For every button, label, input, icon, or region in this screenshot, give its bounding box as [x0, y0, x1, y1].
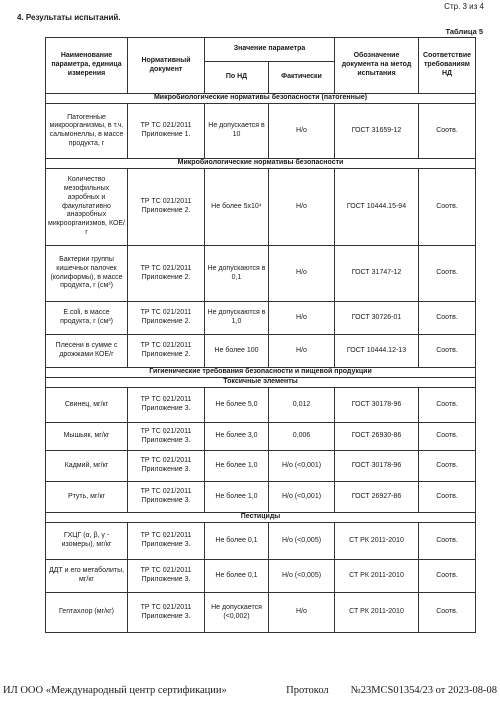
table-row [46, 523, 476, 560]
parameter-name-cell: Кадмий, мг/кг [46, 451, 128, 482]
test-method-cell: ГОСТ 30178-96 [335, 451, 419, 482]
nd-value-cell: Не более 0,1 [205, 523, 269, 560]
compliance-cell: Соотв. [419, 523, 476, 560]
compliance-cell: Соотв. [419, 302, 476, 335]
parameter-name-cell: ДДТ и его метаболиты, мг/кг [46, 560, 128, 593]
actual-value-cell: Н/о [269, 246, 335, 302]
nd-value-cell: Не более 5x10⁴ [205, 169, 269, 246]
nd-value-cell: Не более 3,0 [205, 423, 269, 451]
table-section-row [46, 368, 476, 378]
compliance-cell: Соотв. [419, 423, 476, 451]
test-method-cell: ГОСТ 10444.12-13 [335, 335, 419, 368]
parameter-name-cell: Бактерии группы кишечных палочек (колиформы), в массе продукта, г (см³) [46, 246, 128, 302]
column-header-method: Обозначение документа на метод испытания [335, 38, 419, 94]
test-method-cell: ГОСТ 31747-12 [335, 246, 419, 302]
parameter-name-cell: Ртуть, мг/кг [46, 482, 128, 513]
normative-doc-cell: ТР ТС 021/2011 Приложение 2. [128, 246, 205, 302]
table-row [46, 302, 476, 335]
table-section-row [46, 159, 476, 169]
table-row [46, 451, 476, 482]
nd-value-cell: Не допускается в 10 [205, 104, 269, 159]
table-row [46, 104, 476, 159]
table-row [46, 423, 476, 451]
table-row [46, 169, 476, 246]
normative-doc-cell: ТР ТС 021/2011 Приложение 3. [128, 523, 205, 560]
footer [3, 685, 497, 696]
parameter-name-cell: Гептахлор (мг/кг) [46, 593, 128, 633]
normative-doc-cell: ТР ТС 021/2011 Приложение 3. [128, 423, 205, 451]
section-heading: Пестициды [46, 513, 476, 523]
parameter-name-cell: Патогенные микроорганизмы, в т.ч. сальмонеллы, в массе продукта, г [46, 104, 128, 159]
normative-doc-cell: ТР ТС 021/2011 Приложение 3. [128, 482, 205, 513]
table-row [46, 335, 476, 368]
normative-doc-cell: ТР ТС 021/2011 Приложение 3. [128, 388, 205, 423]
normative-doc-cell: ТР ТС 021/2011 Приложение 2. [128, 302, 205, 335]
footer-protocol-number: №23MCS01354/23 от 2023-08-08 [350, 685, 497, 696]
actual-value-cell: Н/о [269, 593, 335, 633]
test-method-cell: СТ РК 2011-2010 [335, 523, 419, 560]
nd-value-cell: Не более 0,1 [205, 560, 269, 593]
actual-value-cell: Н/о [269, 335, 335, 368]
column-header-name: Наименование параметра, единица измерения [46, 38, 128, 94]
test-method-cell: ГОСТ 30726-01 [335, 302, 419, 335]
actual-value-cell: Н/о (<0,001) [269, 451, 335, 482]
test-method-cell: ГОСТ 10444.15-94 [335, 169, 419, 246]
footer-organization: ИЛ ООО «Международный центр сертификации» [3, 685, 227, 696]
parameter-name-cell: Плесени в сумме с дрожжами КОЕ/г [46, 335, 128, 368]
test-method-cell: СТ РК 2011-2010 [335, 593, 419, 633]
table-row [46, 560, 476, 593]
parameter-name-cell: E.coli, в массе продукта, г (см³) [46, 302, 128, 335]
nd-value-cell: Не более 100 [205, 335, 269, 368]
compliance-cell: Соотв. [419, 104, 476, 159]
section-heading: Микробиологические нормативы безопасности (патогенные) [46, 94, 476, 104]
normative-doc-cell: ТР ТС 021/2011 Приложение 3. [128, 593, 205, 633]
compliance-cell: Соотв. [419, 246, 476, 302]
page-number: Стр. 3 из 4 [444, 2, 484, 11]
nd-value-cell: Не допускаются в 0,1 [205, 246, 269, 302]
section-title: 4. Результаты испытаний. [17, 13, 121, 22]
table-section-row [46, 94, 476, 104]
actual-value-cell: 0,006 [269, 423, 335, 451]
table-section-row [46, 378, 476, 388]
normative-doc-cell: ТР ТС 021/2011 Приложение 3. [128, 451, 205, 482]
column-header-value-nd: По НД [205, 62, 269, 94]
test-method-cell: ГОСТ 30178-96 [335, 388, 419, 423]
section-heading: Токсичные элементы [46, 378, 476, 388]
parameter-name-cell: Мышьяк, мг/кг [46, 423, 128, 451]
actual-value-cell: Н/о (<0,005) [269, 560, 335, 593]
normative-doc-cell: ТР ТС 021/2011 Приложение 1. [128, 104, 205, 159]
actual-value-cell: Н/о [269, 104, 335, 159]
table-row [46, 246, 476, 302]
actual-value-cell: Н/о [269, 169, 335, 246]
column-header-value-actual: Фактически [269, 62, 335, 94]
actual-value-cell: 0,012 [269, 388, 335, 423]
nd-value-cell: Не более 1,0 [205, 451, 269, 482]
normative-doc-cell: ТР ТС 021/2011 Приложение 2. [128, 335, 205, 368]
nd-value-cell: Не допускаются в 1,0 [205, 302, 269, 335]
nd-value-cell: Не более 5,0 [205, 388, 269, 423]
test-method-cell: СТ РК 2011-2010 [335, 560, 419, 593]
nd-value-cell: Не допускается (<0,002) [205, 593, 269, 633]
table-body [46, 94, 476, 633]
table-row [46, 482, 476, 513]
test-method-cell: ГОСТ 31659-12 [335, 104, 419, 159]
parameter-name-cell: Свинец, мг/кг [46, 388, 128, 423]
parameter-name-cell: ГХЦГ (α, β, γ - изомеры), мг/кг [46, 523, 128, 560]
test-method-cell: ГОСТ 26930-86 [335, 423, 419, 451]
section-heading: Микробиологические нормативы безопасности [46, 159, 476, 169]
test-method-cell: ГОСТ 26927-86 [335, 482, 419, 513]
nd-value-cell: Не более 1,0 [205, 482, 269, 513]
normative-doc-cell: ТР ТС 021/2011 Приложение 3. [128, 560, 205, 593]
compliance-cell: Соотв. [419, 335, 476, 368]
table-row [46, 593, 476, 633]
actual-value-cell: Н/о (<0,001) [269, 482, 335, 513]
table-row [46, 388, 476, 423]
compliance-cell: Соотв. [419, 451, 476, 482]
actual-value-cell: Н/о (<0,005) [269, 523, 335, 560]
parameter-name-cell: Количество мезофильных аэробных и факультативно анаэробных микроорганизмов, КОЕ/г [46, 169, 128, 246]
actual-value-cell: Н/о [269, 302, 335, 335]
footer-protocol-label: Протокол [286, 685, 329, 696]
compliance-cell: Соотв. [419, 560, 476, 593]
table-label: Таблица 5 [445, 27, 483, 36]
compliance-cell: Соотв. [419, 593, 476, 633]
results-table [45, 37, 476, 633]
compliance-cell: Соотв. [419, 482, 476, 513]
column-header-value-group: Значение параметра [205, 38, 335, 62]
normative-doc-cell: ТР ТС 021/2011 Приложение 2. [128, 169, 205, 246]
table-section-row [46, 513, 476, 523]
compliance-cell: Соотв. [419, 388, 476, 423]
section-heading: Гигиенические требования безопасности и пищевой продукции [46, 368, 476, 378]
compliance-cell: Соотв. [419, 169, 476, 246]
column-header-normative: Нормативный документ [128, 38, 205, 94]
column-header-compliance: Соответствие требованиям НД [419, 38, 476, 94]
